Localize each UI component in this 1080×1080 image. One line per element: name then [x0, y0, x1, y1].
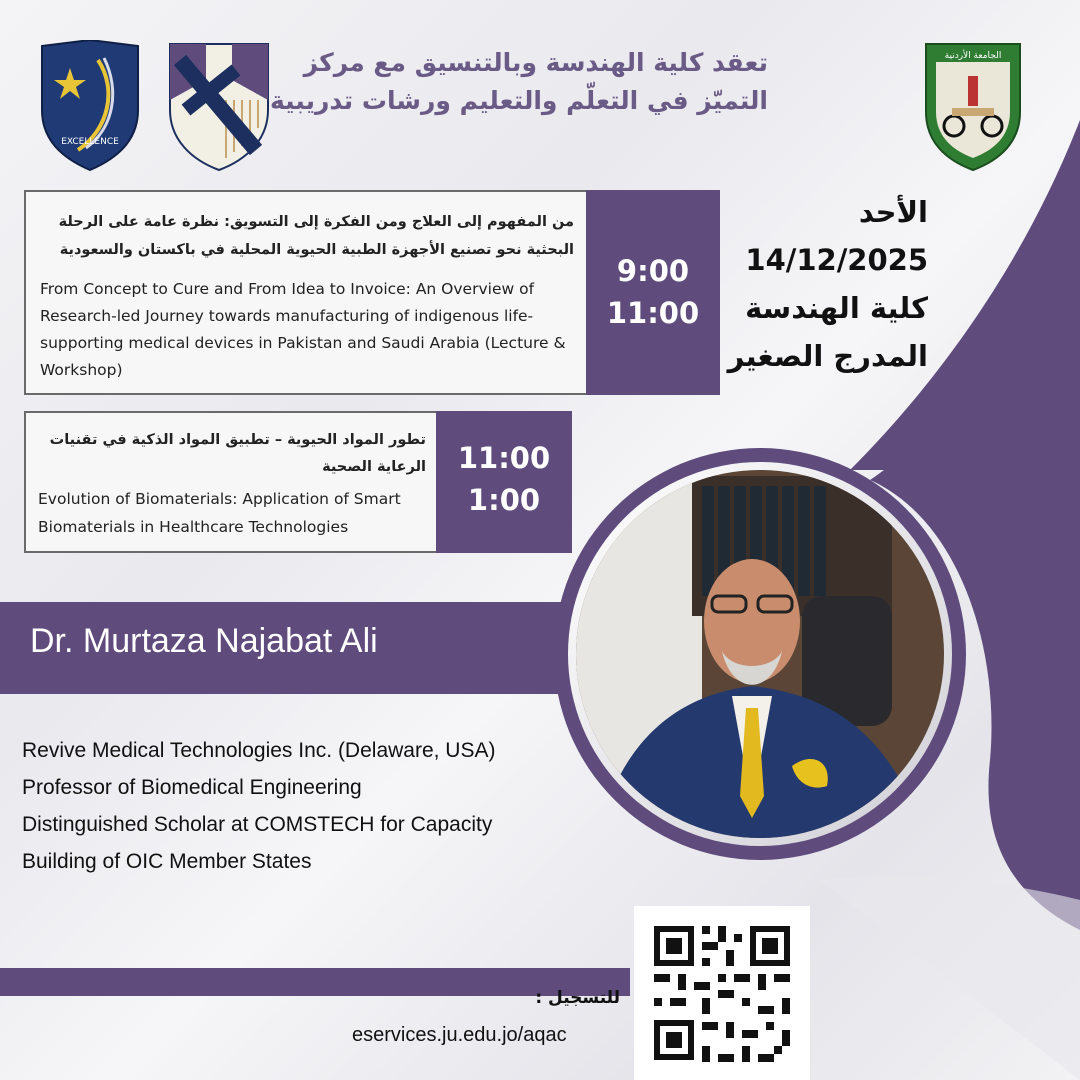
session-2-title-en: Evolution of Biomaterials: Application of Smart Biomaterials in Healthcare Technologies — [38, 490, 401, 536]
session-2-card — [24, 411, 442, 553]
bio-line-3: Distinguished Scholar at COMSTECH for Capacity — [22, 813, 493, 836]
header-announcement — [248, 44, 768, 120]
excellence-logo-text: EXCELLENCE — [61, 137, 119, 147]
event-college: كلية الهندسة — [745, 291, 928, 325]
registration-url[interactable]: eservices.ju.edu.jo/aqac — [352, 1024, 567, 1046]
registration-label: للتسجيل : — [535, 988, 620, 1008]
event-info — [598, 188, 928, 380]
event-hall: المدرج الصغير — [727, 339, 928, 373]
header-line-2: التميّز في التعلّم والتعليم ورشات تدريبية — [270, 86, 768, 115]
excellence-logo — [38, 40, 142, 172]
session-1-title-en: From Concept to Cure and From Idea to Invoice: An Overview of Research-led Journey towards manufacturing of indigenous life-supporting medical devices in Pakistan and Saudi Arabia (Lecture & Workshop) — [40, 280, 566, 379]
university-of-jordan-logo — [922, 40, 1024, 172]
speaker-bio — [22, 732, 582, 880]
session-2-time-end: 1:00 — [467, 483, 541, 517]
university-name-text: الجامعة الأردنية — [944, 51, 1002, 61]
header-line-1: تعقد كلية الهندسة وبالتنسيق مع مركز — [303, 48, 768, 77]
session-1-card — [24, 190, 590, 395]
event-date: 14/12/2025 — [745, 243, 928, 277]
qr-code-container[interactable] — [634, 906, 810, 1080]
session-2-title-ar: تطور المواد الحيوية – تطبيق المواد الذكية في تقنيات الرعاية الصحية — [49, 432, 426, 475]
session-1-title-ar: من المفهوم إلى العلاج ومن الفكرة إلى التسويق: نظرة عامة على الرحلة البحثية نحو تصنيع الأجهزة الطبية الحيوية المحلية في باكستان والسعودية — [58, 214, 574, 258]
session-2-time-start: 11:00 — [457, 441, 551, 475]
session-1-time-end: 11:00 — [606, 296, 700, 330]
speaker-photo — [552, 446, 968, 862]
bio-line-2: Professor of Biomedical Engineering — [22, 776, 362, 799]
speaker-name: Dr. Murtaza Najabat Ali — [30, 622, 378, 660]
qr-code[interactable] — [634, 906, 810, 1080]
bio-line-4: Building of OIC Member States — [22, 850, 312, 873]
bio-line-1: Revive Medical Technologies Inc. (Delaware, USA) — [22, 739, 496, 762]
event-day: الأحد — [858, 195, 928, 229]
session-1-time-start: 9:00 — [616, 254, 690, 288]
